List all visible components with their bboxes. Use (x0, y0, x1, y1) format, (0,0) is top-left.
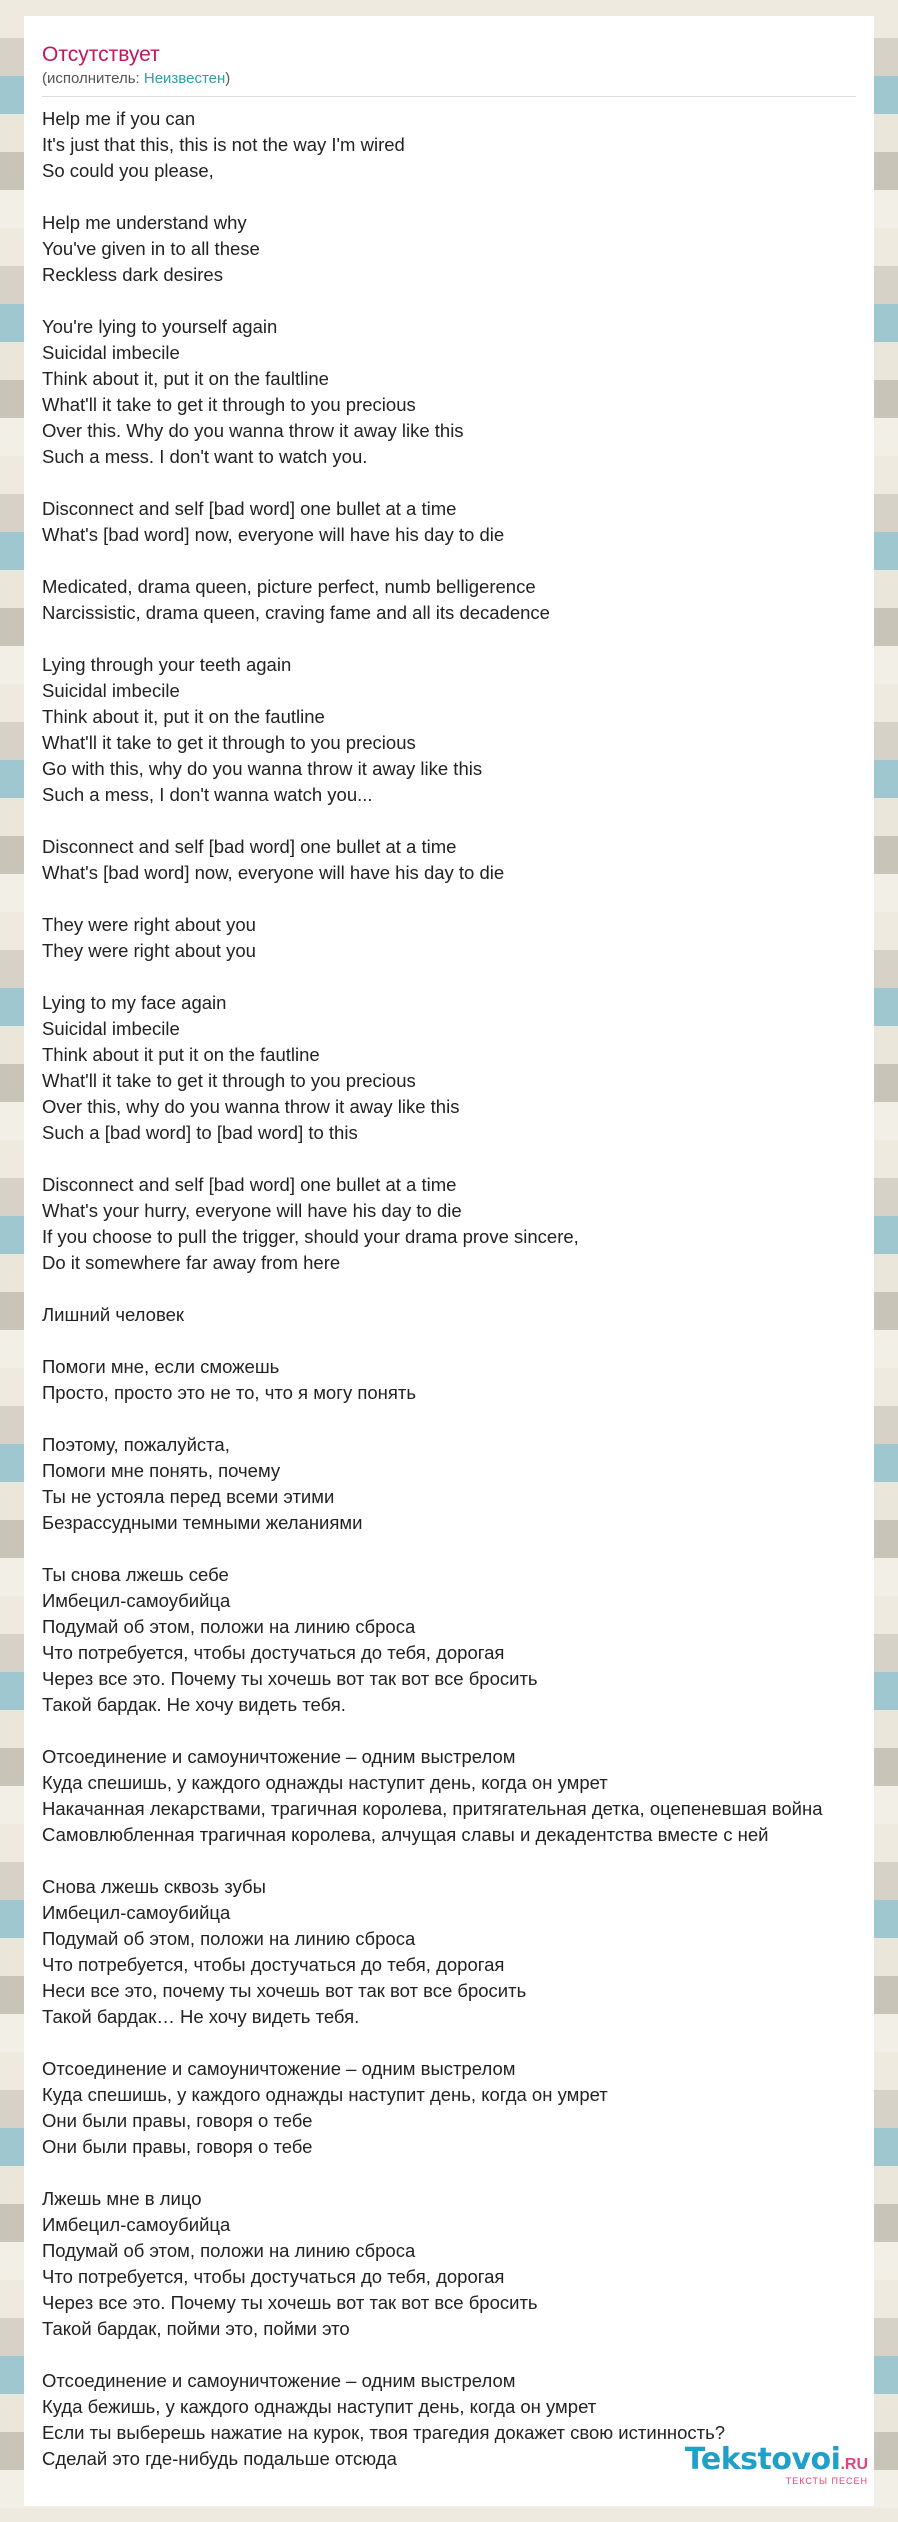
lyric-line: Medicated, drama queen, picture perfect, numb belligerence (42, 576, 536, 597)
lyric-line: Такой бардак… Не хочу видеть тебя. (42, 2006, 360, 2027)
logo-domain: .RU (840, 2456, 868, 2473)
lyric-line: Такой бардак. Не хочу видеть тебя. (42, 1694, 346, 1715)
lyric-line: Отсоединение и самоуничтожение – одним выстрелом (42, 2058, 516, 2079)
stanza-gap (42, 548, 874, 574)
lyric-line: Подумай об этом, положи на линию сброса (42, 1928, 416, 1949)
lyric-line: Help me if you can (42, 108, 196, 129)
lyric-line: Помоги мне, если сможешь (42, 1356, 280, 1377)
lyric-line: Lying through your teeth again (42, 654, 292, 675)
lyric-line: Помоги мне понять, почему (42, 1460, 281, 1481)
logo-wordmark: Tekstovoi (684, 2442, 841, 2477)
lyric-line: Неси все это, почему ты хочешь вот так вот все бросить (42, 1980, 527, 2001)
stanza-gap (42, 626, 874, 652)
lyric-line: Suicidal imbecile (42, 342, 180, 363)
lyric-line: Безрассудными темными желаниями (42, 1512, 363, 1533)
lyric-line: What'll it take to get it through to you precious (42, 732, 416, 753)
lyric-line: Suicidal imbecile (42, 680, 180, 701)
lyric-line: Over this. Why do you wanna throw it away like this (42, 420, 464, 441)
lyric-line: Lying to my face again (42, 992, 227, 1013)
stanza-gap (42, 886, 874, 912)
lyric-line: Think about it, put it on the fautline (42, 706, 325, 727)
lyric-line: Если ты выберешь нажатие на курок, твоя трагедия докажет свою истинность? (42, 2422, 726, 2443)
lyric-line: You're lying to yourself again (42, 316, 278, 337)
lyrics-card (24, 16, 874, 2506)
lyric-line: They were right about you (42, 914, 256, 935)
stanza-gap (42, 1536, 874, 1562)
lyric-line: Сделай это где-нибудь подальше отсюда (42, 2448, 397, 2469)
lyric-line: Они были правы, говоря о тебе (42, 2136, 313, 2157)
stanza-gap (42, 1718, 874, 1744)
stanza-gap (42, 470, 874, 496)
lyric-line: Имбецил-самоубийца (42, 2214, 231, 2235)
stanza-gap (42, 2030, 874, 2056)
lyric-line: Think about it put it on the fautline (42, 1044, 320, 1065)
stanza-gap (42, 2342, 874, 2368)
lyric-line: Think about it, put it on the faultline (42, 368, 329, 389)
lyric-line: Через все это. Почему ты хочешь вот так вот все бросить (42, 2292, 538, 2313)
stanza-gap (42, 1146, 874, 1172)
artist-prefix: (исполнитель: (42, 70, 144, 87)
site-logo[interactable] (684, 2442, 868, 2486)
lyric-line: Лжешь мне в лицо (42, 2188, 202, 2209)
stanza-gap (42, 1328, 874, 1354)
lyric-line: Подумай об этом, положи на линию сброса (42, 1616, 416, 1637)
lyric-line: Что потребуется, чтобы достучаться до тебя, дорогая (42, 2266, 505, 2287)
lyric-line: Such a mess. I don't want to watch you. (42, 446, 368, 467)
lyric-line: Они были правы, говоря о тебе (42, 2110, 313, 2131)
lyric-line: Go with this, why do you wanna throw it away like this (42, 758, 483, 779)
lyric-line: What's [bad word] now, everyone will have his day to die (42, 862, 505, 883)
lyric-line: Имбецил-самоубийца (42, 1590, 231, 1611)
lyric-line: Ты не устояла перед всеми этими (42, 1486, 335, 1507)
lyric-line: Ты снова лжешь себе (42, 1564, 229, 1585)
artist-line (42, 70, 856, 88)
lyric-line: Снова лжешь сквозь зубы (42, 1876, 266, 1897)
stanza-gap (42, 1406, 874, 1432)
lyric-line: Куда спешишь, у каждого однажды наступит день, когда он умрет (42, 1772, 608, 1793)
lyric-line: Просто, просто это не то, что я могу понять (42, 1382, 416, 1403)
lyric-line: They were right about you (42, 940, 256, 961)
lyric-line: Narcissistic, drama queen, craving fame and all its decadence (42, 602, 550, 623)
stanza-gap (42, 1276, 874, 1302)
lyric-line: Suicidal imbecile (42, 1018, 180, 1039)
lyric-line: Отсоединение и самоуничтожение – одним выстрелом (42, 2370, 516, 2391)
logo-tagline: ТЕКСТЫ ПЕСЕН (785, 2476, 868, 2486)
lyric-line: Такой бардак, пойми это, пойми это (42, 2318, 350, 2339)
artist-link[interactable]: Неизвестен (143, 70, 226, 87)
stanza-gap (42, 288, 874, 314)
lyric-line: Disconnect and self [bad word] one bullet at a time (42, 1174, 457, 1195)
artist-suffix: ) (225, 70, 231, 87)
lyric-line: Куда бежишь, у каждого однажды наступит день, когда он умрет (42, 2396, 597, 2417)
lyric-line: Лишний человек (42, 1304, 184, 1325)
lyric-line: Disconnect and self [bad word] one bullet at a time (42, 836, 457, 857)
lyric-line: Что потребуется, чтобы достучаться до тебя, дорогая (42, 1642, 505, 1663)
lyric-line: Что потребуется, чтобы достучаться до тебя, дорогая (42, 1954, 505, 1975)
lyric-line: Do it somewhere far away from here (42, 1252, 341, 1273)
stanza-gap (42, 2160, 874, 2186)
lyric-line: Such a [bad word] to [bad word] to this (42, 1122, 358, 1143)
lyric-line: What's your hurry, everyone will have his day to die (42, 1200, 462, 1221)
lyric-line: Such a mess, I don't wanna watch you... (42, 784, 373, 805)
stanza-gap (42, 184, 874, 210)
lyric-line: What'll it take to get it through to you precious (42, 1070, 416, 1091)
lyric-line: Имбецил-самоубийца (42, 1902, 231, 1923)
lyric-line: Help me understand why (42, 212, 247, 233)
lyric-line: What'll it take to get it through to you precious (42, 394, 416, 415)
lyric-line: Накачанная лекарствами, трагичная королева, притягательная детка, оцепеневшая война (42, 1798, 823, 1819)
lyric-line: Самовлюбленная трагичная королева, алчущая славы и декадентства вместе с ней (42, 1824, 769, 1845)
lyric-line: So could you please, (42, 160, 214, 181)
stanza-gap (42, 1848, 874, 1874)
lyric-line: Через все это. Почему ты хочешь вот так вот все бросить (42, 1668, 538, 1689)
stanza-gap (42, 808, 874, 834)
lyric-line: It's just that this, this is not the way I'm wired (42, 134, 405, 155)
lyric-line: Отсоединение и самоуничтожение – одним выстрелом (42, 1746, 516, 1767)
lyrics-body (42, 106, 874, 2472)
stanza-gap (42, 964, 874, 990)
lyric-line: Подумай об этом, положи на линию сброса (42, 2240, 416, 2261)
lyric-line: What's [bad word] now, everyone will have his day to die (42, 524, 505, 545)
lyric-line: Reckless dark desires (42, 264, 223, 285)
lyric-line: You've given in to all these (42, 238, 260, 259)
song-header (42, 43, 856, 97)
lyric-line: If you choose to pull the trigger, should your drama prove sincere, (42, 1226, 579, 1247)
lyric-line: Disconnect and self [bad word] one bullet at a time (42, 498, 457, 519)
lyric-line: Куда спешишь, у каждого однажды наступит день, когда он умрет (42, 2084, 608, 2105)
lyric-line: Over this, why do you wanna throw it away like this (42, 1096, 460, 1117)
song-title: Отсутствует (42, 43, 160, 66)
lyric-line: Поэтому, пожалуйста, (42, 1434, 230, 1455)
